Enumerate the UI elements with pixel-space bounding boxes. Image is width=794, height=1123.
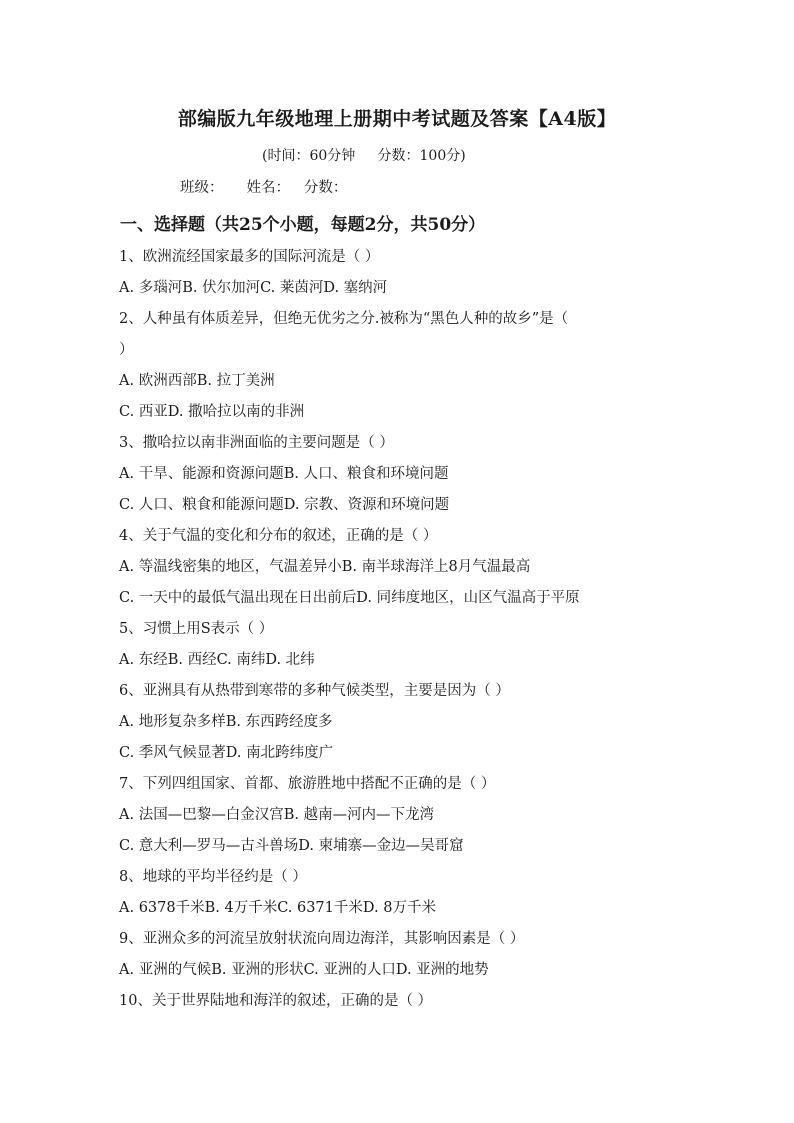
question-line: A. 亚洲的气候B. 亚洲的形状C. 亚洲的人口D. 亚洲的地势 <box>119 962 489 978</box>
question-line: C. 一天中的最低气温出现在日出前后D. 同纬度地区，山区气温高于平原 <box>119 590 580 606</box>
student-info: 班级： 姓名： 分数： <box>180 180 348 196</box>
section-heading: 一、选择题（共25个小题，每题2分，共50分） <box>120 215 486 235</box>
question-line: A. 地形复杂多样B. 东西跨经度多 <box>119 714 333 730</box>
question-line: A. 法国—巴黎—白金汉宫B. 越南—河内—下龙湾 <box>119 807 435 823</box>
question-line: C. 意大利—罗马—古斗兽场D. 柬埔寨—金边—吴哥窟 <box>119 838 464 854</box>
exam-time-score: (时间：60分钟 分数：100分) <box>262 148 466 164</box>
question-line: 9、亚洲众多的河流呈放射状流向周边海洋，其影响因素是（ ） <box>119 931 525 947</box>
question-line: 2、人种虽有体质差异，但绝无优劣之分.被称为“黑色人种的故乡”是（ <box>119 311 569 327</box>
question-line: 4、关于气温的变化和分布的叙述，正确的是（ ） <box>119 528 438 544</box>
question-line: A. 多瑙河B. 伏尔加河C. 莱茵河D. 塞纳河 <box>119 280 388 296</box>
question-line: 6、亚洲具有从热带到寒带的多种气候类型，主要是因为（ ） <box>119 683 510 699</box>
question-line: 8、地球的平均半径约是（ ） <box>119 869 307 885</box>
question-line: 10、关于世界陆地和海洋的叙述，正确的是（ ） <box>119 993 433 1009</box>
question-line: C. 季风气候显著D. 南北跨纬度广 <box>119 745 334 761</box>
question-line: A. 等温线密集的地区，气温差异小B. 南半球海洋上8月气温最高 <box>119 559 531 575</box>
question-line: 7、下列四组国家、首都、旅游胜地中搭配不正确的是（ ） <box>119 776 496 792</box>
question-line: A. 东经B. 西经C. 南纬D. 北纬 <box>119 652 315 668</box>
question-line: ） <box>119 342 134 358</box>
question-line: C. 西亚D. 撒哈拉以南的非洲 <box>119 404 305 420</box>
question-line: 1、欧洲流经国家最多的国际河流是（ ） <box>119 249 380 265</box>
question-line: 3、撒哈拉以南非洲面临的主要问题是（ ） <box>119 435 394 451</box>
page-title: 部编版九年级地理上册期中考试题及答案【A4版】 <box>177 108 617 130</box>
question-list <box>119 247 679 1022</box>
question-line: A. 欧洲西部B. 拉丁美洲 <box>119 373 275 389</box>
question-line: C. 人口、粮食和能源问题D. 宗教、资源和环境问题 <box>119 497 450 513</box>
question-line: A. 6378千米B. 4万千米C. 6371千米D. 8万千米 <box>119 900 436 916</box>
question-line: A. 干旱、能源和资源问题B. 人口、粮食和环境问题 <box>119 466 449 482</box>
question-line: 5、习惯上用S表示（ ） <box>119 621 274 637</box>
